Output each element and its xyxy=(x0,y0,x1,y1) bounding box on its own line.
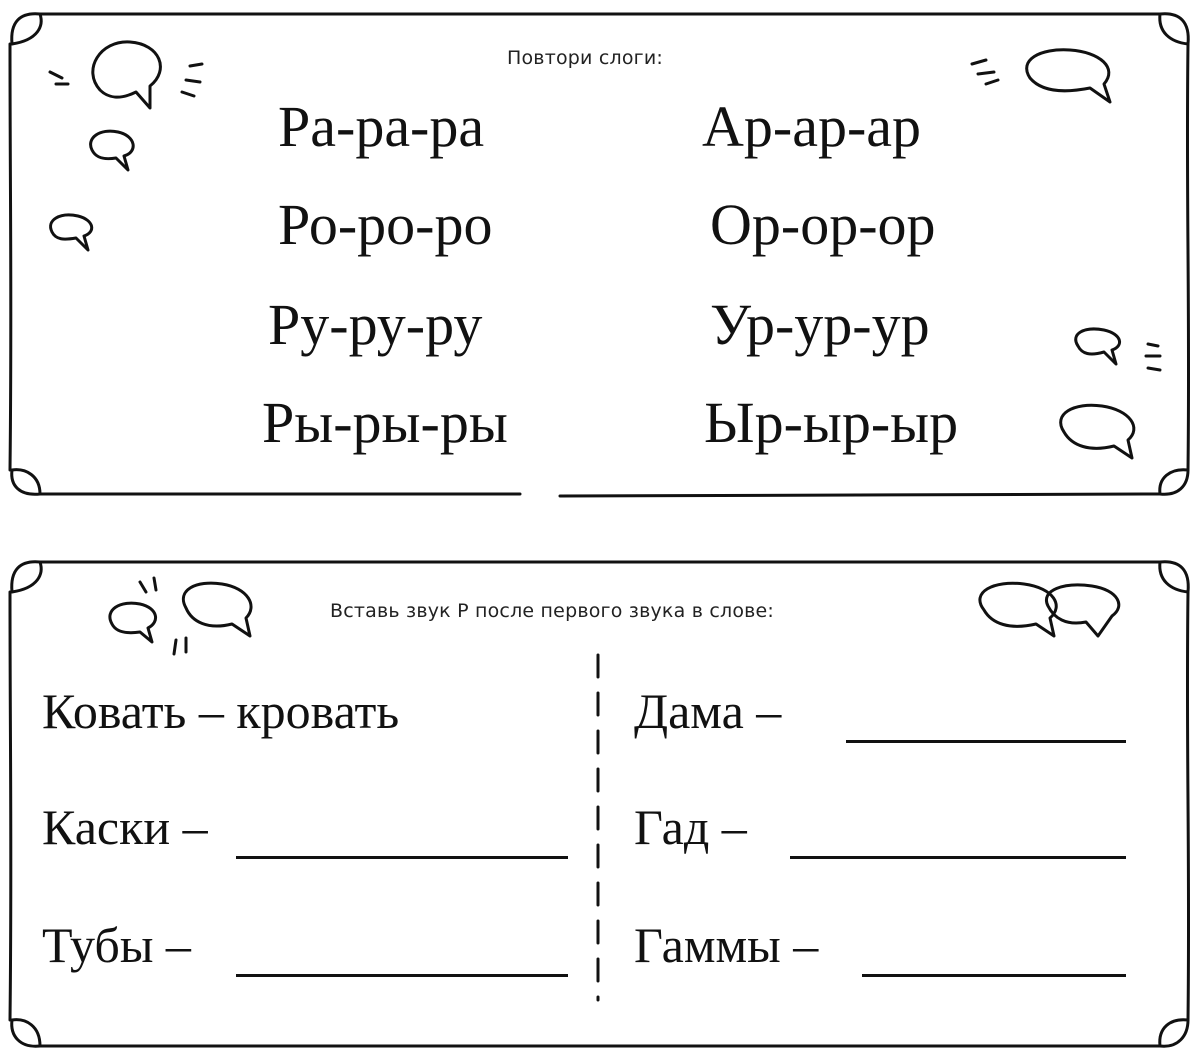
syllable-left-2: Ро-ро-ро xyxy=(278,192,493,257)
word-right-2: Гад – xyxy=(634,799,747,855)
word-left-3: Тубы – xyxy=(42,917,191,973)
word-right-1: Дама – xyxy=(634,683,782,739)
syllable-right-4: Ыр-ыр-ыр xyxy=(704,390,959,455)
section-title: Вставь звук Р после первого звука в слове: xyxy=(330,600,775,622)
speech-bubble-icon xyxy=(91,131,134,170)
answer-blank[interactable] xyxy=(846,740,1126,743)
answer-blank[interactable] xyxy=(862,974,1126,977)
speech-bubble-icon xyxy=(980,583,1119,636)
speech-bubble-icon xyxy=(110,578,251,654)
syllable-right-1: Ар-ар-ар xyxy=(702,94,922,159)
answer-blank[interactable] xyxy=(236,974,568,977)
frame-top xyxy=(10,14,1189,496)
speech-bubble-icon xyxy=(972,50,1110,102)
speech-bubble-icon xyxy=(51,215,92,250)
syllable-left-3: Ру-ру-ру xyxy=(268,292,483,357)
word-left-2: Каски – xyxy=(42,799,208,855)
section-title: Повтори слоги: xyxy=(507,47,663,69)
answer-blank[interactable] xyxy=(236,856,568,859)
answer-blank[interactable] xyxy=(790,856,1126,859)
syllable-left-4: Ры-ры-ры xyxy=(262,390,508,455)
syllable-left-1: Ра-ра-ра xyxy=(278,94,485,159)
syllable-right-3: Ур-ур-ур xyxy=(710,292,930,357)
word-left-1: Ковать – кровать xyxy=(42,683,400,739)
syllable-right-2: Ор-ор-ор xyxy=(710,192,936,257)
speech-bubble-icon xyxy=(1061,405,1134,458)
speech-bubble-icon xyxy=(1076,329,1160,370)
word-right-3: Гаммы – xyxy=(634,917,819,973)
speech-bubble-icon xyxy=(50,42,202,108)
